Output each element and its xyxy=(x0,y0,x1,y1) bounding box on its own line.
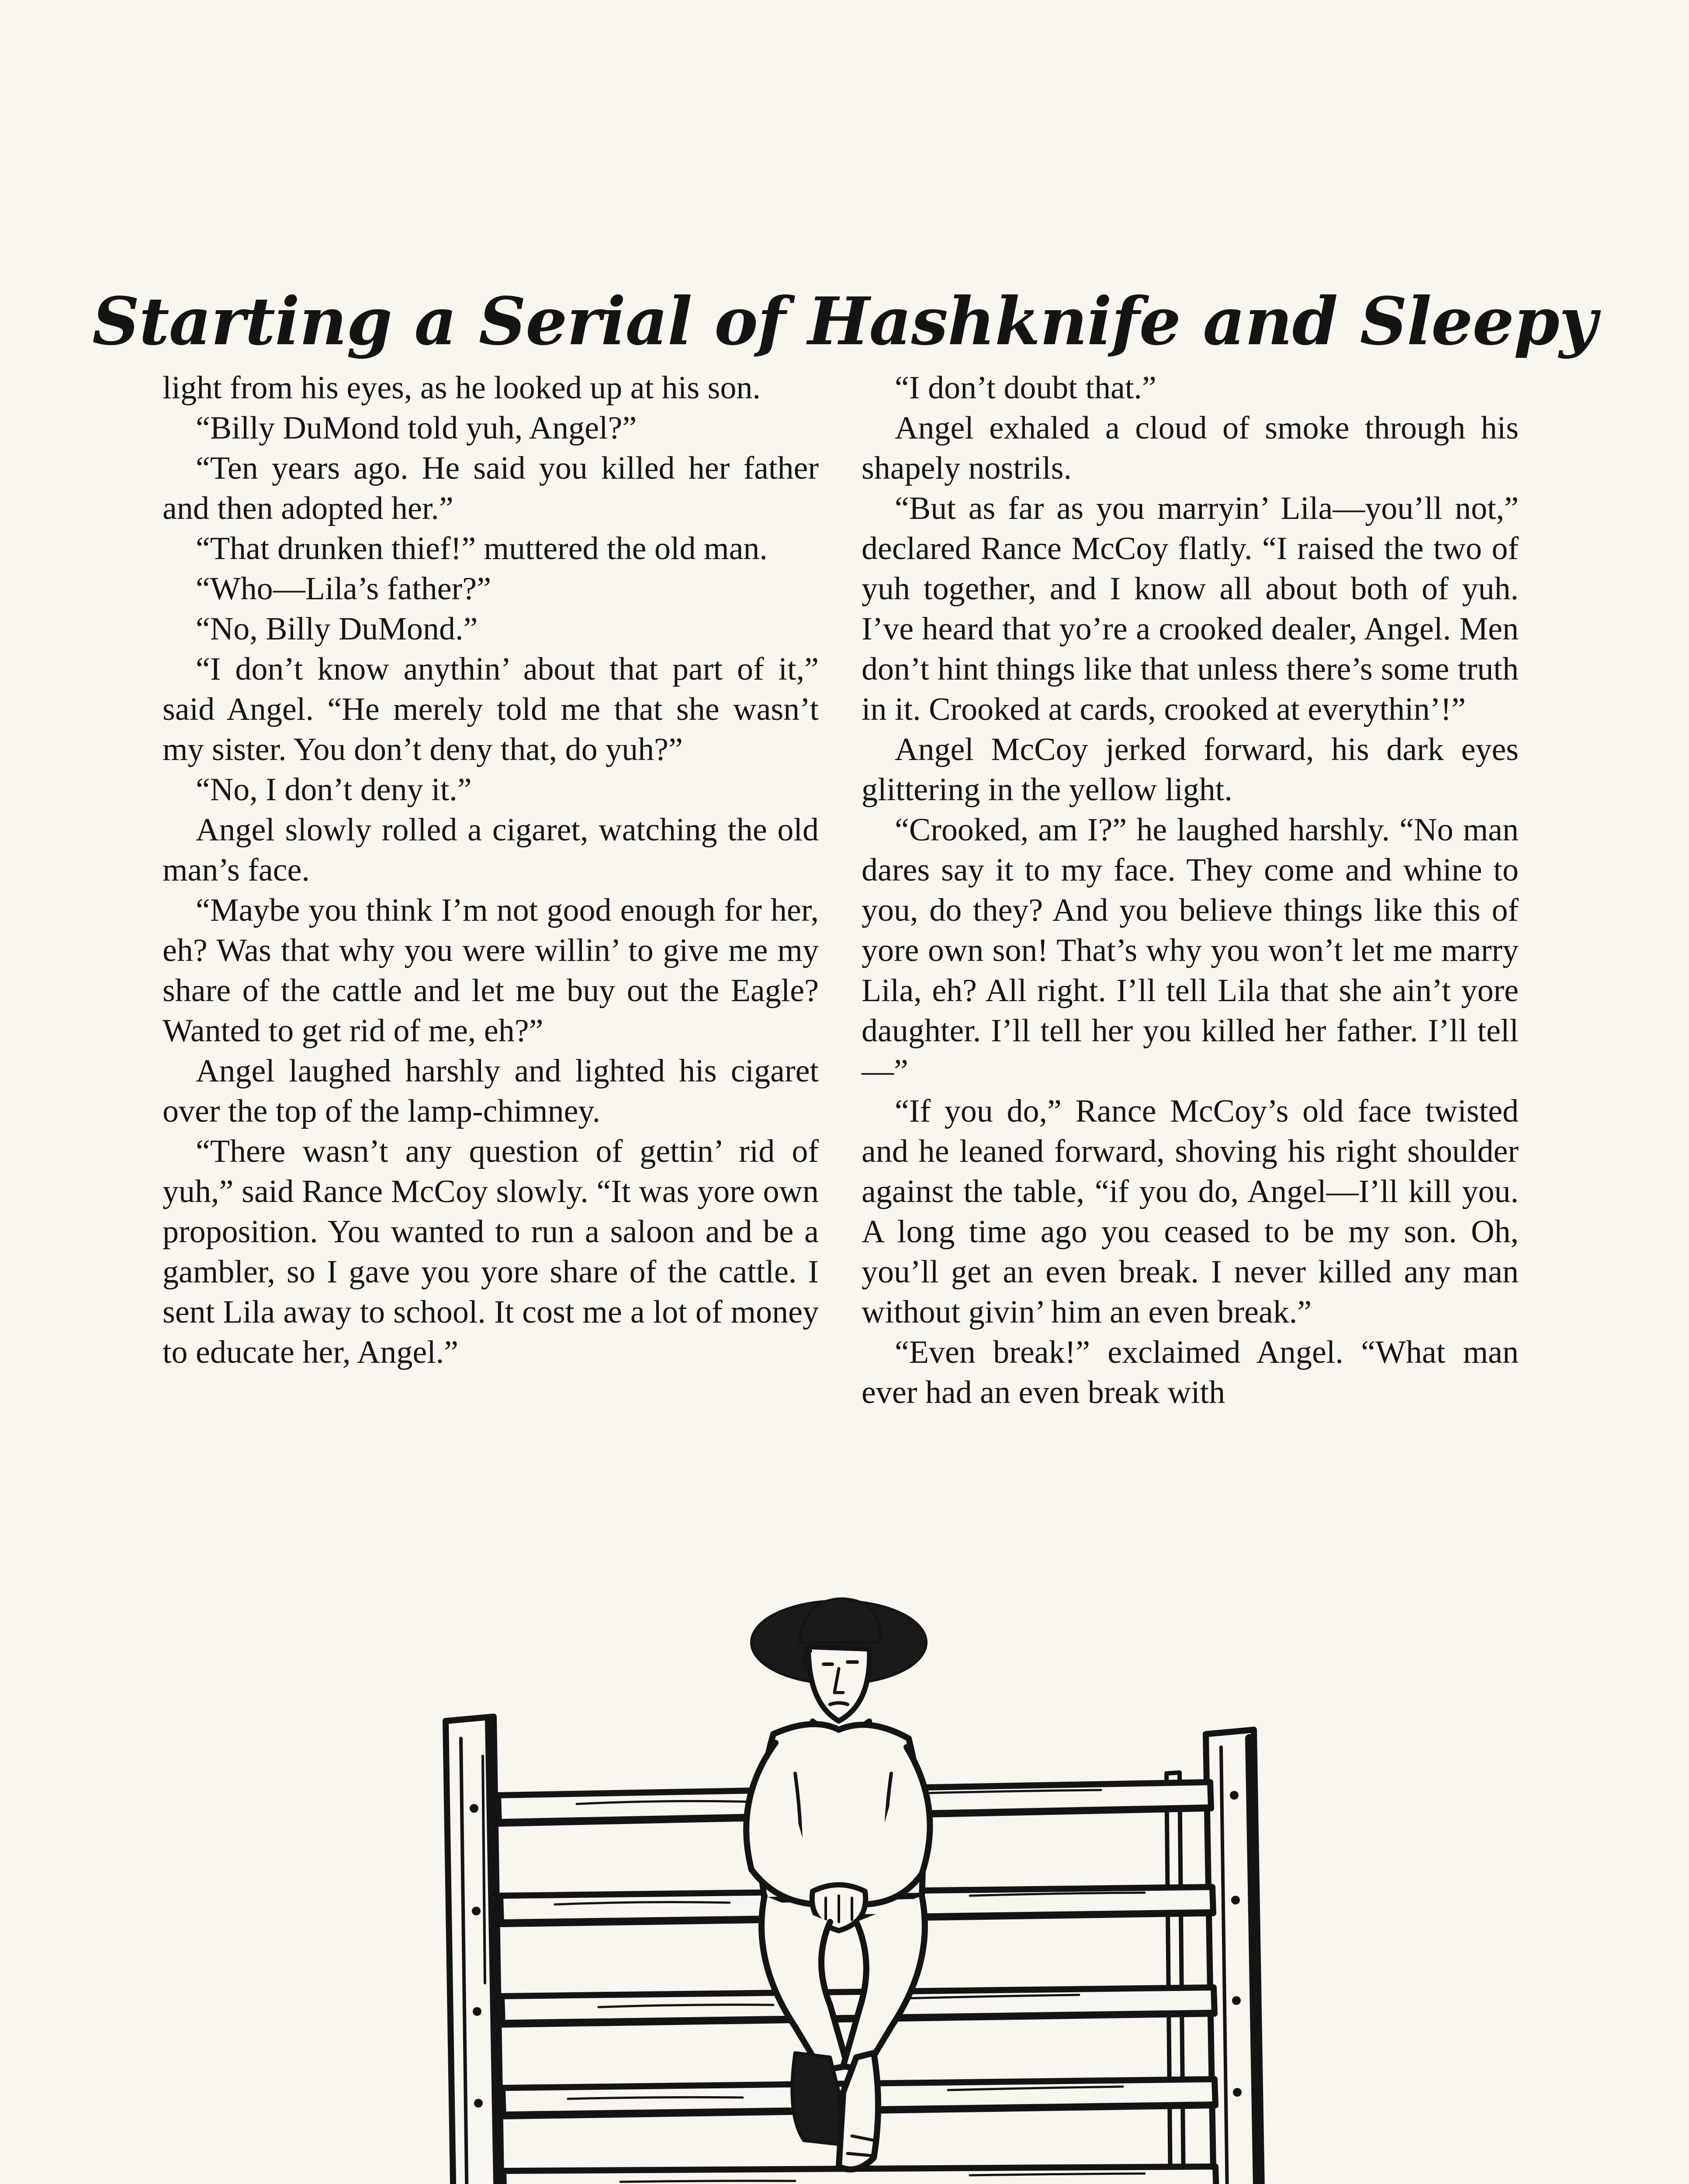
paragraph: “Billy DuMond told yuh, Angel?” xyxy=(196,410,637,446)
paragraph: light from his eyes, as he looked up at his son. xyxy=(163,370,761,406)
paragraph: “I don’t doubt that.” xyxy=(895,370,1156,406)
paragraph: “Even break!” exclaimed Angel. “What man ever had an even break with xyxy=(862,1334,1519,1410)
paragraph: “Who—Lila’s father?” xyxy=(196,571,491,607)
paragraph: “Crooked, am I?” he laughed harshly. “No man dares say it to my face. They come and whine to you, do they? And you believe things like this of yore own son! That’s why you won’t let me marry Lila, eh? All right. I’ll tell Lila that she ain’t yore daughter. I’ll tell her you killed her father. I’ll tell—” xyxy=(862,812,1519,1089)
paragraph: “There wasn’t any question of gettin’ rid of yuh,” said Rance McCoy slowly. “It was yore own proposition. You wanted to run a saloon and be a gambler, so I gave you yore share of the cattle. I sent Lila away to school. It cost me a lot of money to educate her, Angel.” xyxy=(163,1133,819,1370)
paragraph: “Ten years ago. He said you killed her father and then adopted her.” xyxy=(163,450,819,526)
paragraph: Angel slowly rolled a cigaret, watching the old man’s face. xyxy=(163,812,819,888)
paragraph: “If you do,” Rance McCoy’s old face twisted and he leaned forward, shoving his right shoulder against the table, “if you do, Angel—I’ll kill you. A long time ago you ceased to be my son. Oh, you’ll get an even break. I never killed any man without givin’ him an even break.” xyxy=(862,1093,1519,1330)
paragraph: “No, I don’t deny it.” xyxy=(196,772,472,808)
paragraph: Angel laughed harshly and lighted his cigaret over the top of the lamp-chimney. xyxy=(163,1053,819,1129)
paragraph: “No, Billy DuMond.” xyxy=(196,611,478,647)
paragraph: “I don’t know anythin’ about that part of it,” said Angel. “He merely told me that she wasn’t my sister. You don’t deny that, do yuh?” xyxy=(163,651,819,767)
paragraph: Angel McCoy jerked forward, his dark eyes glittering in the yellow light. xyxy=(862,732,1519,808)
paragraph: Angel exhaled a cloud of smoke through his shapely nostrils. xyxy=(862,410,1519,486)
right-text-column xyxy=(862,368,1519,1413)
paragraph: “Maybe you think I’m not good enough for her, eh? Was that why you were willin’ to give me my share of the cattle and let me buy out the Eagle? Wanted to get rid of me, eh?” xyxy=(163,892,819,1049)
cowboy-on-fence-illustration xyxy=(358,1590,1337,2184)
paragraph: “That drunken thief!” muttered the old man. xyxy=(196,531,768,567)
page-title: Starting a Serial of Hashknife and Sleepy xyxy=(92,283,1597,360)
left-text-column xyxy=(163,368,819,1372)
paragraph: “But as far as you marryin’ Lila—you’ll not,” declared Rance McCoy flatly. “I raised the two of yuh together, and I know all about both of yuh. I’ve heard that yo’re a crooked dealer, Angel. Men don’t hint things like that unless there’s some truth in it. Crooked at cards, crooked at everythin’!” xyxy=(862,491,1519,727)
